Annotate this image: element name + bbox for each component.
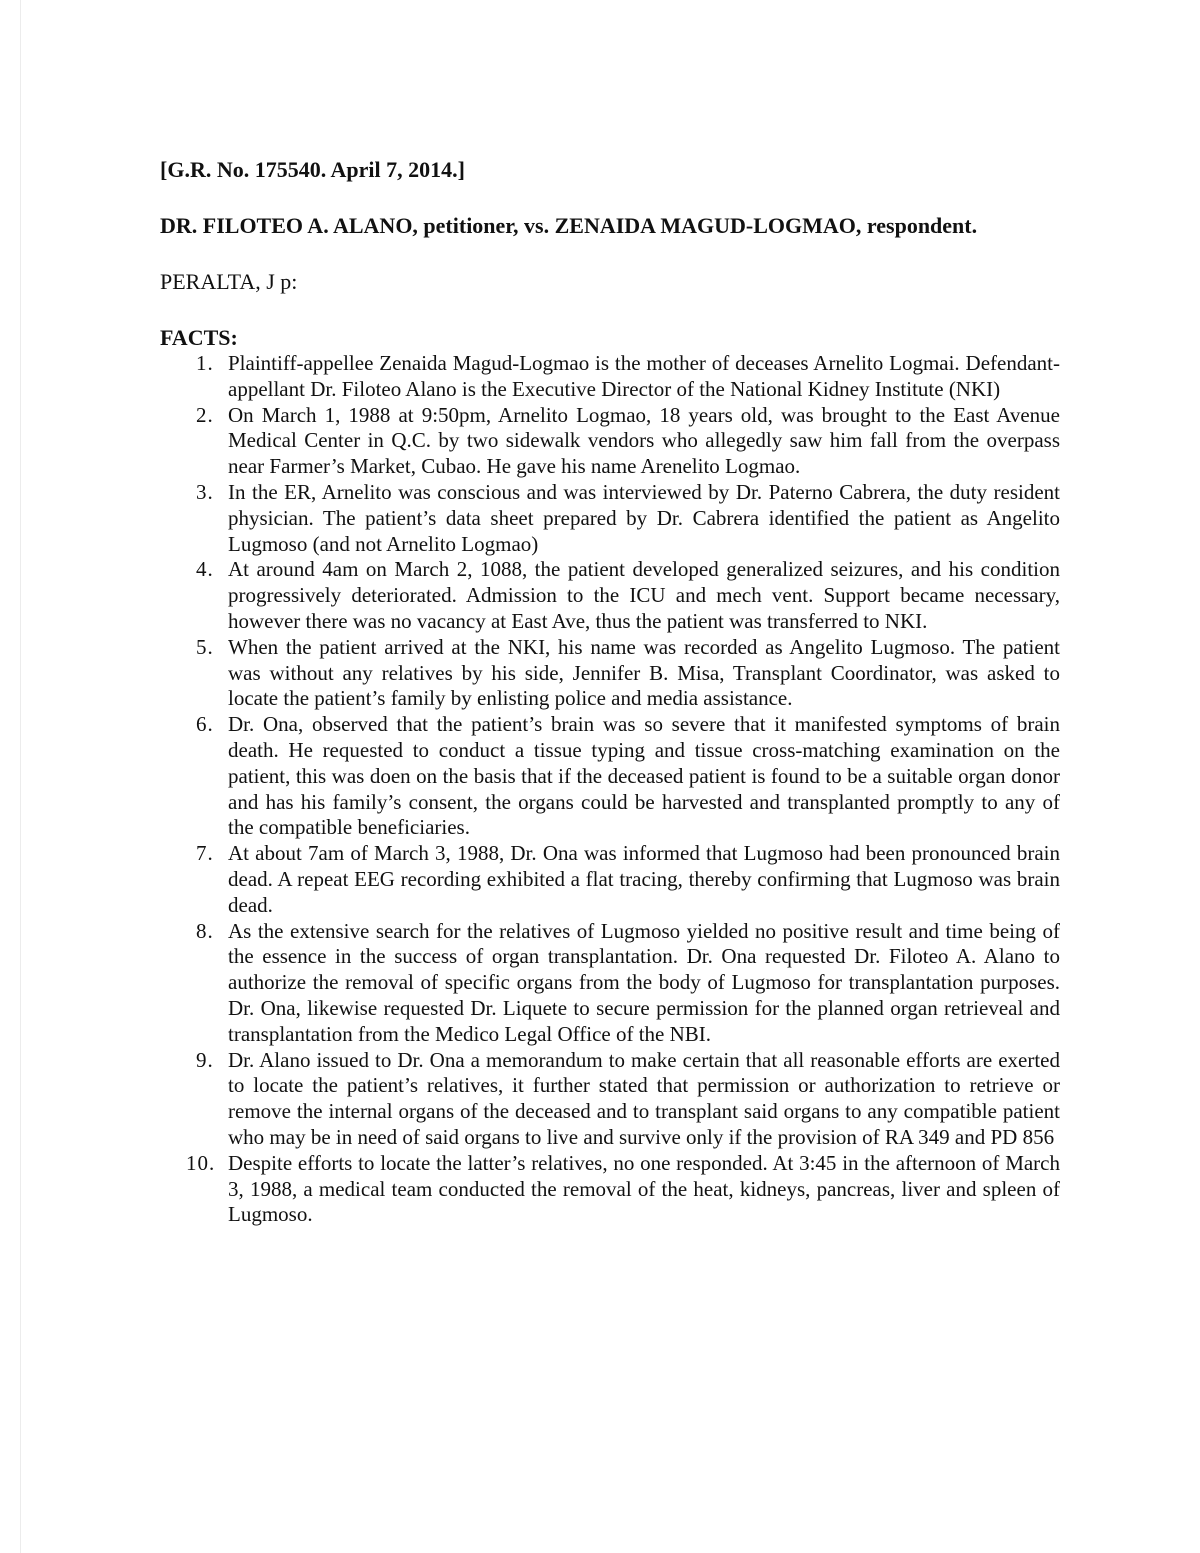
fact-number: 5.: [196, 634, 214, 659]
fact-item: [160, 635, 1060, 712]
fact-text: At about 7am of March 3, 1988, Dr. Ona was informed that Lugmoso had been pronounced brain dead. A repeat EEG recording exhibited a flat tracing, thereby confirming that Lugmoso was brain dead.: [228, 841, 1060, 917]
page-edge-divider: [20, 0, 21, 1553]
fact-number: 4.: [196, 557, 214, 582]
fact-text: Despite efforts to locate the latter’s relatives, no one responded. At 3:45 in the afternoon of March 3, 1988, a medical team conducted the removal of the heat, kidneys, pancreas, liver and spleen of Lugmoso.: [228, 1150, 1060, 1227]
document-body: [160, 157, 1060, 1228]
fact-text: Dr. Ona, observed that the patient’s brain was so severe that it manifested symptoms of brain death. He requested to conduct a tissue typing and tissue cross-matching examination on the patient, this was doen on the basis that if the deceased patient is found to be a suitable organ donor and has his family’s consent, the organs could be harvested and transplanted promptly to any of the compatible beneficiaries.: [228, 712, 1060, 840]
fact-text: As the extensive search for the relatives of Lugmoso yielded no positive result and time being of the essence in the success of organ transplantation. Dr. Ona requested Dr. Filoteo A. Alano to authorize the removal of specific organs from the body of Lugmoso for transplantation purposes. Dr. Ona, likewise requested Dr. Liquete to secure permission for the planned organ retrieveal and transplantation from the Medico Legal Office of the NBI.: [228, 918, 1060, 1046]
fact-text: On March 1, 1988 at 9:50pm, Arnelito Logmao, 18 years old, was brought to the East Avenue Medical Center in Q.C. by two sidewalk vendors who allegedly saw him fall from the overpass near Farmer’s Market, Cubao. He gave his name Arenelito Logmao.: [228, 402, 1060, 479]
fact-number: 8.: [196, 918, 214, 943]
fact-number: 10.: [186, 1150, 216, 1175]
fact-text: Plaintiff-appellee Zenaida Magud-Logmao is the mother of deceases Arnelito Logmai. Defendant-appellant Dr. Filoteo Alano is the Executive Director of the National Kidney Institute (NKI): [228, 351, 1060, 401]
ponente: PERALTA, J p:: [160, 269, 298, 294]
fact-number: 7.: [196, 841, 214, 866]
facts-list: [160, 351, 1060, 1228]
fact-item: [160, 557, 1060, 634]
fact-text: Dr. Alano issued to Dr. Ona a memorandum to make certain that all reasonable efforts are exerted to locate the patient’s relatives, it further stated that permission or authorization to retrieve or remove the internal organs of the deceased and to transplant said organs to any compatible patient who may be in need of said organs to live and survive only if the provision of RA 349 and PD 856: [228, 1047, 1060, 1149]
case-number: [G.R. No. 175540. April 7, 2014.]: [160, 157, 465, 182]
fact-item: [160, 712, 1060, 841]
fact-number: 9.: [196, 1047, 214, 1072]
facts-heading: FACTS:: [160, 325, 238, 350]
fact-item: [160, 841, 1060, 918]
fact-item: [160, 919, 1060, 1048]
fact-item: [160, 1048, 1060, 1151]
fact-item: [160, 1151, 1060, 1228]
fact-text: At around 4am on March 2, 1088, the patient developed generalized seizures, and his condition progressively deteriorated. Admission to the ICU and mech vent. Support became necessary, however there was no vacancy at East Ave, thus the patient was transferred to NKI.: [228, 557, 1060, 633]
fact-item: [160, 403, 1060, 480]
fact-number: 2.: [196, 402, 214, 427]
fact-item: [160, 480, 1060, 557]
fact-item: [160, 351, 1060, 403]
fact-text: When the patient arrived at the NKI, his name was recorded as Angelito Lugmoso. The patient was without any relatives by his side, Jennifer B. Misa, Transplant Coordinator, was asked to locate the patient’s family by enlisting police and media assistance.: [228, 634, 1060, 711]
fact-number: 1.: [196, 351, 214, 375]
fact-text: In the ER, Arnelito was conscious and was interviewed by Dr. Paterno Cabrera, the duty resident physician. The patient’s data sheet prepared by Dr. Cabrera identified the patient as Angelito Lugmoso (and not Arnelito Logmao): [228, 479, 1060, 556]
case-parties: DR. FILOTEO A. ALANO, petitioner, vs. ZENAIDA MAGUD-LOGMAO, respondent.: [160, 213, 978, 238]
fact-number: 3.: [196, 479, 214, 504]
fact-number: 6.: [196, 712, 214, 737]
